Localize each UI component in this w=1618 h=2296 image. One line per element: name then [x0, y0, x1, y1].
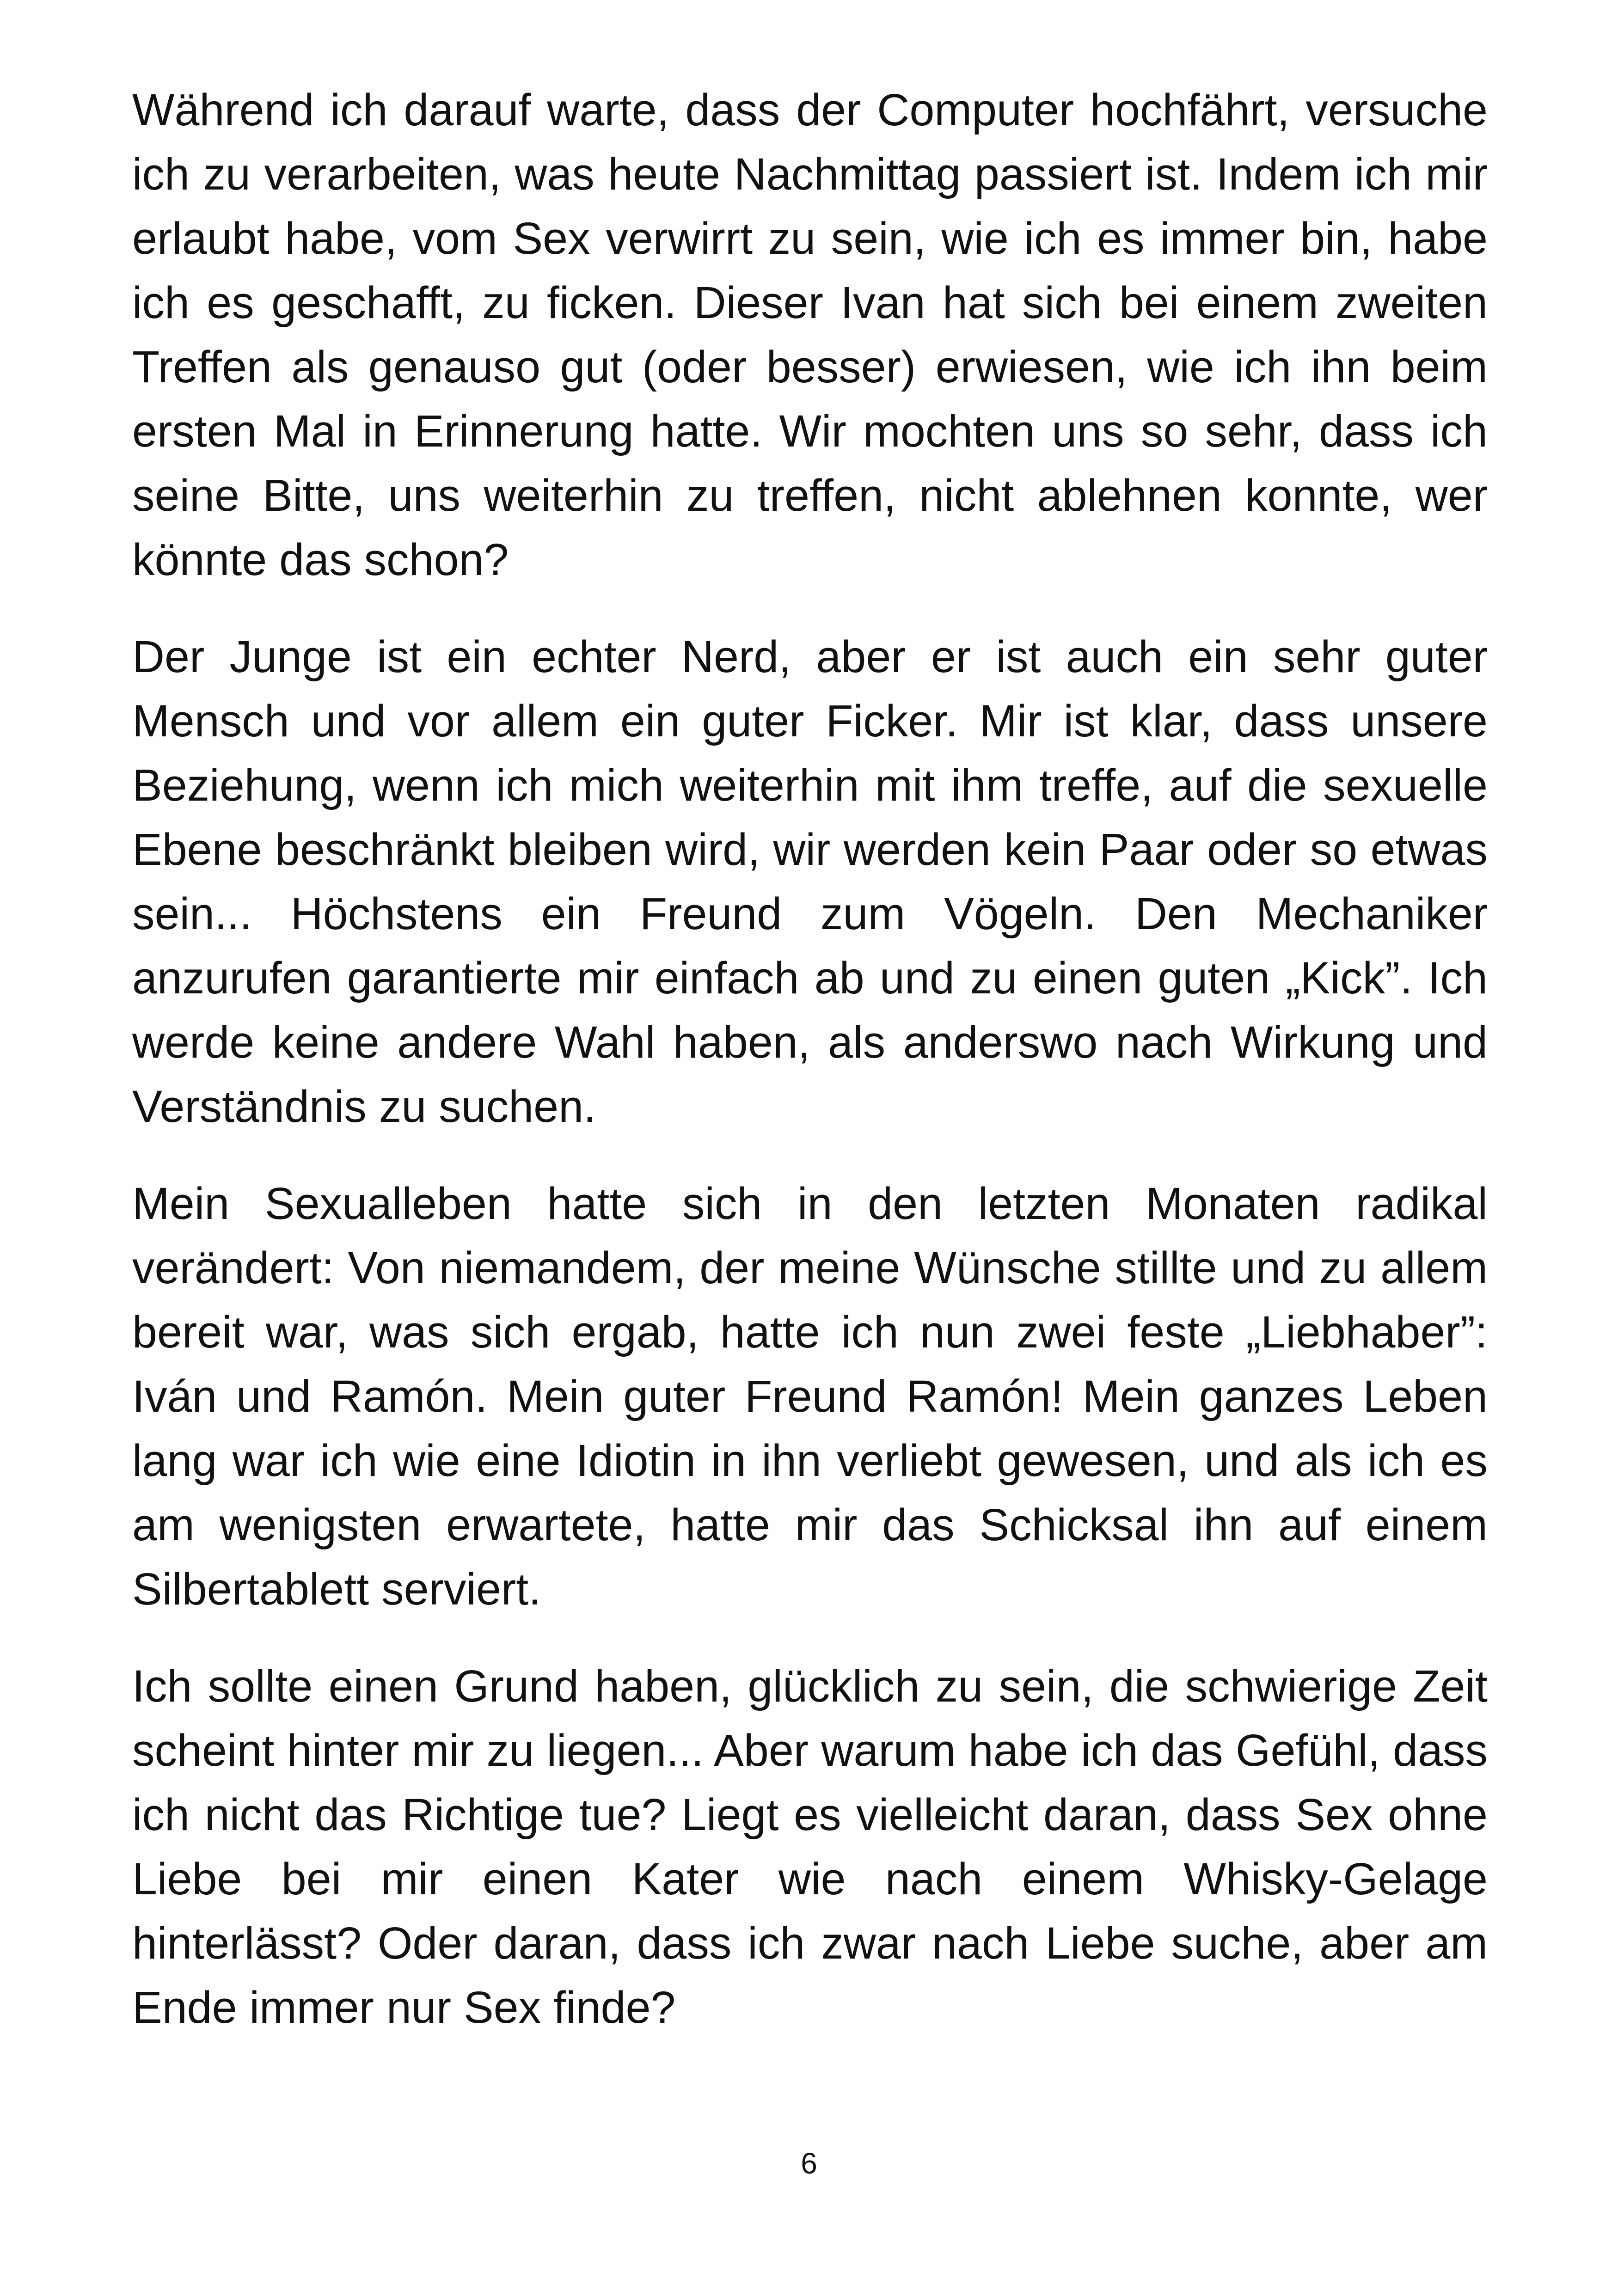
paragraph-3: Mein Sexualleben hatte sich in den letzten Monaten radikal verändert: Von niemandem, der meine Wünsche stillte und zu allem bereit war, was sich ergab, hatte ich nun zwei feste „Liebhaber”: Iván und Ramón. Mein guter Freund Ramón! Mein ganzes Leben lang war ich wie eine Idiotin in ihn verliebt gewesen, und als ich es am wenigsten erwartete, hatte mir das Schicksal ihn auf einem Silbertablett serviert. [132, 1178, 1488, 1614]
body-text [132, 78, 1488, 2072]
paragraph-2: Der Junge ist ein echter Nerd, aber er ist auch ein sehr guter Mensch und vor allem ein guter Ficker. Mir ist klar, dass unsere Beziehung, wenn ich mich weiterhin mit ihm treffe, auf die sexuelle Ebene beschränkt bleiben wird, wir werden kein Paar oder so etwas sein... Höchstens ein Freund zum Vögeln. Den Mechaniker anzurufen garantierte mir einfach ab und zu einen guten „Kick”. Ich werde keine andere Wahl haben, als anderswo nach Wirkung und Verständnis zu suchen. [132, 631, 1488, 1132]
page-number: 6 [801, 2147, 817, 2180]
paragraph-4: Ich sollte einen Grund haben, glücklich zu sein, die schwierige Zeit scheint hinter mir zu liegen... Aber warum habe ich das Gefühl, dass ich nicht das Richtige tue? Liegt es vielleicht daran, dass Sex ohne Liebe bei mir einen Kater wie nach einem Whisky-Gelage hinterlässt? Oder daran, dass ich zwar nach Liebe suche, aber am Ende immer nur Sex finde? [132, 1661, 1488, 2033]
paragraph-1: Während ich darauf warte, dass der Computer hochfährt, versuche ich zu verarbeiten, was heute Nachmittag passiert ist. Indem ich mir erlaubt habe, vom Sex verwirrt zu sein, wie ich es immer bin, habe ich es geschafft, zu ficken. Dieser Ivan hat sich bei einem zweiten Treffen als genauso gut (oder besser) erwiesen, wie ich ihn beim ersten Mal in Erinnerung hatte. Wir mochten uns so sehr, dass ich seine Bitte, uns weiterhin zu treffen, nicht ablehnen konnte, wer könnte das schon? [132, 85, 1488, 585]
